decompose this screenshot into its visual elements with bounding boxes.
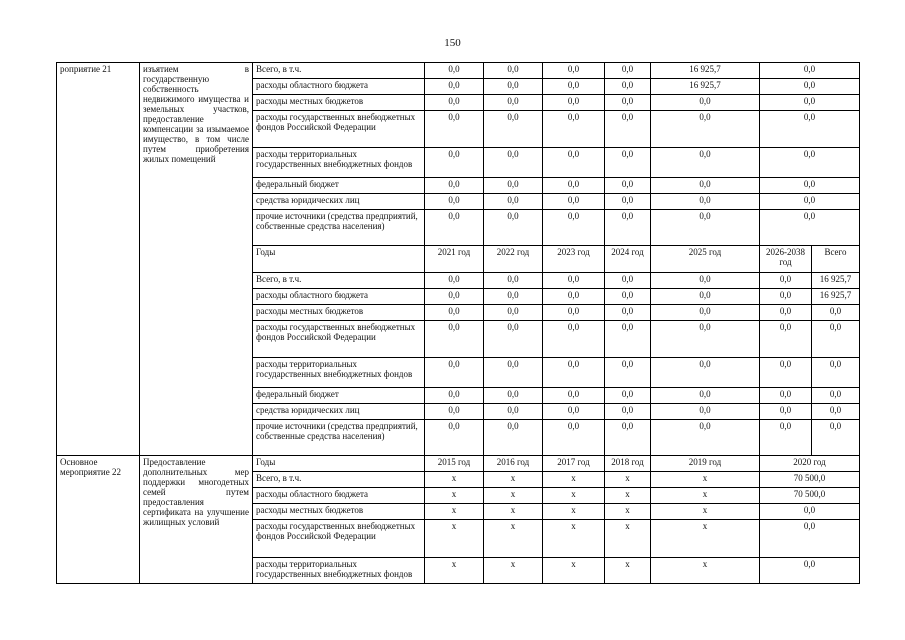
value-cell: 0,0 [484,388,543,404]
event-name-cell: роприятие 21 [57,63,140,456]
value-cell: 0,0 [760,148,860,178]
value-cell: 0,0 [484,289,543,305]
value-cell: x [543,558,605,584]
event-description-cell: Предоставление дополнительных мер поддержки многодетных семей путем предоставления сертификата на улучшение жилищных условий [140,456,253,584]
funding-source-label: прочие источники (средства предприятий, собственные средства населения) [253,420,425,456]
value-cell: 0,0 [425,420,484,456]
funding-source-label: расходы государственных внебюджетных фондов Российской Федерации [253,321,425,358]
value-cell: 0,0 [425,178,484,194]
years-label: Годы [253,456,425,472]
value-cell: 0,0 [760,111,860,148]
value-cell: 0,0 [484,273,543,289]
value-cell: 0,0 [543,210,605,246]
value-cell: 0,0 [543,79,605,95]
value-cell: 0,0 [425,388,484,404]
value-cell: 0,0 [760,210,860,246]
value-cell: 0,0 [760,79,860,95]
event-name-cell: Основное мероприятие 22 [57,456,140,584]
funding-source-label: прочие источники (средства предприятий, собственные средства населения) [253,210,425,246]
value-cell: 0,0 [484,95,543,111]
value-cell: 0,0 [760,404,812,420]
value-cell: 0,0 [605,358,651,388]
value-cell: x [605,472,651,488]
value-cell: 0,0 [543,404,605,420]
value-cell: 0,0 [605,420,651,456]
value-cell: 0,0 [484,420,543,456]
value-cell: 16 925,7 [651,63,760,79]
value-cell: x [425,520,484,558]
value-cell: 0,0 [543,273,605,289]
value-cell: x [425,558,484,584]
value-cell: 0,0 [760,558,860,584]
value-cell: 0,0 [484,404,543,420]
funding-source-label: Всего, в т.ч. [253,63,425,79]
value-cell: x [425,472,484,488]
value-cell: 0,0 [543,111,605,148]
value-cell: 0,0 [605,289,651,305]
year-header-cell: 2026-2038 год [760,246,812,273]
year-header-cell: 2016 год [484,456,543,472]
value-cell: 0,0 [760,358,812,388]
value-cell: 0,0 [651,388,760,404]
value-cell: 0,0 [812,305,860,321]
value-cell: 0,0 [543,289,605,305]
value-cell: 0,0 [651,111,760,148]
years-header-row [57,456,860,472]
value-cell: x [425,488,484,504]
value-cell: x [605,558,651,584]
value-cell: 0,0 [425,273,484,289]
value-cell: 0,0 [651,289,760,305]
funding-source-label: расходы местных бюджетов [253,504,425,520]
year-header-cell: 2024 год [605,246,651,273]
value-cell: 0,0 [543,358,605,388]
value-cell: 0,0 [651,273,760,289]
table-row [57,63,860,79]
year-header-cell: 2019 год [651,456,760,472]
value-cell: 0,0 [425,321,484,358]
year-header-cell: 2015 год [425,456,484,472]
value-cell: 0,0 [543,194,605,210]
funding-source-label: федеральный бюджет [253,178,425,194]
value-cell: x [605,488,651,504]
value-cell: 0,0 [651,210,760,246]
value-cell: 0,0 [760,321,812,358]
value-cell: 0,0 [760,504,860,520]
value-cell: 0,0 [425,210,484,246]
event-description-cell: изъятием в государственную собственность недвижимого имущества и земельных участков, предоставление компенсации за изымаемое имущество, в том числе путем приобретения жилых помещений [140,63,253,456]
value-cell: x [651,520,760,558]
years-label: Годы [253,246,425,273]
value-cell: 0,0 [651,194,760,210]
value-cell: 0,0 [484,148,543,178]
value-cell: 0,0 [651,420,760,456]
value-cell: 16 925,7 [812,289,860,305]
value-cell: x [651,558,760,584]
value-cell: 0,0 [484,305,543,321]
funding-source-label: расходы территориальных государственных внебюджетных фондов [253,358,425,388]
value-cell: x [543,472,605,488]
value-cell: 0,0 [760,420,812,456]
value-cell: 0,0 [605,388,651,404]
value-cell: 0,0 [543,420,605,456]
value-cell: 0,0 [760,289,812,305]
value-cell: 0,0 [484,210,543,246]
funding-source-label: расходы государственных внебюджетных фондов Российской Федерации [253,520,425,558]
value-cell: 0,0 [425,404,484,420]
value-cell: 0,0 [760,273,812,289]
value-cell: 0,0 [605,148,651,178]
value-cell: 0,0 [484,79,543,95]
funding-source-label: расходы территориальных государственных внебюджетных фондов [253,148,425,178]
page-number: 150 [444,37,461,49]
value-cell: 0,0 [425,194,484,210]
value-cell: 0,0 [605,210,651,246]
value-cell: 16 925,7 [651,79,760,95]
value-cell: x [484,472,543,488]
value-cell: 0,0 [543,148,605,178]
value-cell: 0,0 [543,95,605,111]
value-cell: 0,0 [484,111,543,148]
value-cell: x [605,504,651,520]
year-header-cell: 2023 год [543,246,605,273]
value-cell: 0,0 [812,420,860,456]
value-cell: 0,0 [605,178,651,194]
value-cell: x [484,520,543,558]
value-cell: 0,0 [605,63,651,79]
value-cell: 0,0 [651,95,760,111]
value-cell: x [605,520,651,558]
year-header-cell: 2022 год [484,246,543,273]
value-cell: x [543,504,605,520]
funding-source-label: расходы областного бюджета [253,289,425,305]
funding-source-label: расходы областного бюджета [253,488,425,504]
funding-source-label: средства юридических лиц [253,404,425,420]
funding-source-label: расходы территориальных государственных внебюджетных фондов [253,558,425,584]
value-cell: 0,0 [425,289,484,305]
year-header-cell: 2018 год [605,456,651,472]
budget-table [56,62,860,584]
value-cell: x [543,488,605,504]
funding-source-label: Всего, в т.ч. [253,472,425,488]
funding-source-label: федеральный бюджет [253,388,425,404]
value-cell: 0,0 [760,388,812,404]
funding-source-label: средства юридических лиц [253,194,425,210]
funding-source-label: расходы местных бюджетов [253,95,425,111]
value-cell: 0,0 [812,388,860,404]
value-cell: x [651,472,760,488]
value-cell: 0,0 [760,95,860,111]
value-cell: 0,0 [425,95,484,111]
value-cell: 70 500,0 [760,488,860,504]
value-cell: 0,0 [425,305,484,321]
value-cell: 0,0 [651,148,760,178]
value-cell: 0,0 [651,404,760,420]
value-cell: 0,0 [651,305,760,321]
funding-source-label: расходы местных бюджетов [253,305,425,321]
value-cell: 0,0 [484,63,543,79]
value-cell: 0,0 [760,305,812,321]
value-cell: 0,0 [812,404,860,420]
year-header-cell: 2021 год [425,246,484,273]
value-cell: 0,0 [543,321,605,358]
value-cell: x [425,504,484,520]
value-cell: 0,0 [605,111,651,148]
value-cell: 0,0 [425,358,484,388]
value-cell: 70 500,0 [760,472,860,488]
value-cell: x [651,504,760,520]
value-cell: 0,0 [543,63,605,79]
value-cell: x [484,488,543,504]
value-cell: 0,0 [605,321,651,358]
funding-source-label: расходы областного бюджета [253,79,425,95]
value-cell: x [651,488,760,504]
value-cell: 0,0 [425,79,484,95]
value-cell: 0,0 [651,178,760,194]
year-header-cell: 2017 год [543,456,605,472]
value-cell: 0,0 [605,404,651,420]
value-cell: 0,0 [760,520,860,558]
value-cell: 0,0 [425,63,484,79]
funding-source-label: расходы государственных внебюджетных фондов Российской Федерации [253,111,425,148]
value-cell: 0,0 [605,79,651,95]
value-cell: 0,0 [425,148,484,178]
value-cell: 0,0 [605,95,651,111]
year-header-cell: 2020 год [760,456,860,472]
value-cell: 0,0 [484,178,543,194]
value-cell: 16 925,7 [812,273,860,289]
value-cell: x [484,504,543,520]
year-header-cell: 2025 год [651,246,760,273]
value-cell: 0,0 [543,388,605,404]
value-cell: 0,0 [543,178,605,194]
value-cell: 0,0 [605,194,651,210]
value-cell: x [543,520,605,558]
value-cell: 0,0 [760,178,860,194]
value-cell: 0,0 [484,358,543,388]
value-cell: 0,0 [484,194,543,210]
value-cell: 0,0 [760,63,860,79]
value-cell: 0,0 [651,358,760,388]
value-cell: 0,0 [605,273,651,289]
value-cell: 0,0 [425,111,484,148]
value-cell: 0,0 [812,358,860,388]
value-cell: 0,0 [651,321,760,358]
year-header-cell: Всего [812,246,860,273]
value-cell: 0,0 [812,321,860,358]
value-cell: 0,0 [543,305,605,321]
value-cell: 0,0 [605,305,651,321]
funding-source-label: Всего, в т.ч. [253,273,425,289]
value-cell: 0,0 [760,194,860,210]
value-cell: 0,0 [484,321,543,358]
value-cell: x [484,558,543,584]
